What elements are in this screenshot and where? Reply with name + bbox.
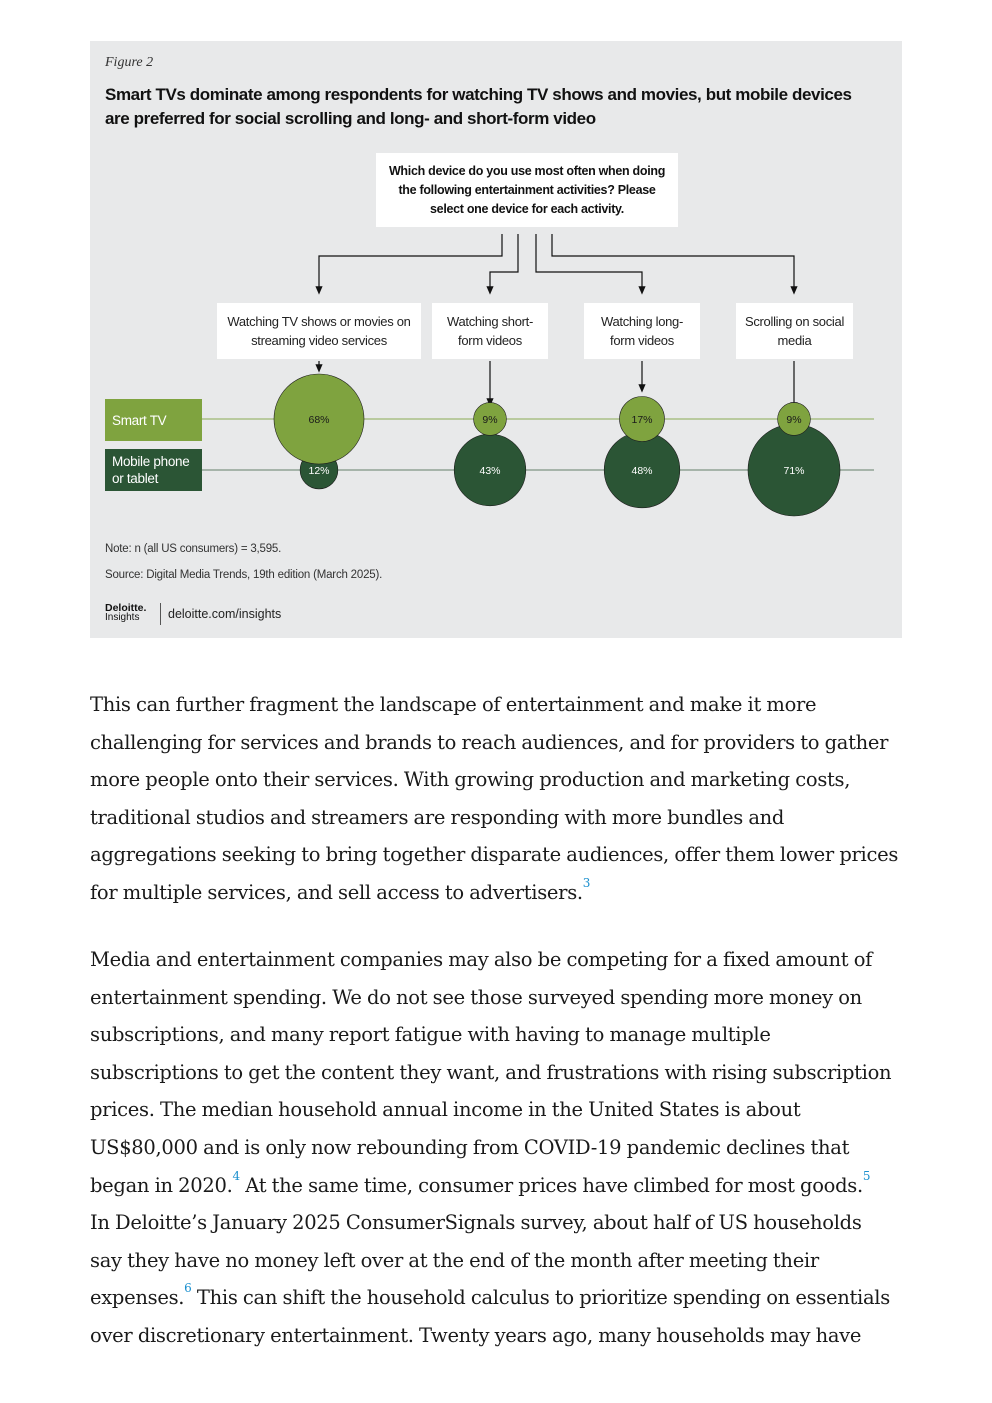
text-line [90, 1167, 905, 1205]
bubble-label-smart-tv-0: 68% [308, 414, 330, 426]
text-line: Media and entertainment companies may also be competing for a fixed amount of [90, 948, 873, 971]
bubble-label-smart-tv-3: 9% [786, 414, 802, 426]
note: Note: n (all US consumers) = 3,595. [105, 543, 282, 555]
paragraph-2 [90, 941, 905, 1355]
text-line: This can further fragment the landscape of entertainment and make it more [90, 693, 817, 716]
activity-long-form-label: Watching long-form videos [600, 314, 684, 348]
logo-divider [160, 603, 161, 625]
legend-smart-tv: Smart TV [105, 399, 202, 441]
legend-mobile: Mobile phone or tablet [105, 449, 202, 491]
activity-short-form [432, 303, 548, 359]
figure-title: Smart TVs dominate among respondents for watching TV shows and movies, but mobile devices are preferred for social scrolling and long- and short-form video [105, 85, 852, 128]
bubble-label-smart-tv-1: 9% [482, 414, 498, 426]
bubble-label-mobile-0: 12% [308, 465, 330, 477]
text-line: subscriptions, and many report fatigue with having to manage multiple [90, 1023, 771, 1047]
text-segment: for multiple services, and sell access to advertisers. [90, 880, 583, 904]
activity-social-label: Scrolling on social media [744, 314, 845, 348]
text-segment: At the same time, consumer prices have climbed for most goods. [239, 1173, 863, 1197]
activity-social [736, 303, 853, 359]
text-line: In Deloitte’s January 2025 ConsumerSignals survey, about half of US households [90, 1211, 862, 1235]
activity-short-form-label: Watching short-form videos [446, 314, 534, 348]
text-line: traditional studios and streamers are responding with more bundles and [90, 805, 785, 829]
text-line: aggregations seeking to bring together disparate audiences, offer them lower prices [90, 843, 899, 867]
logo-deloitte: Deloitte. [105, 602, 147, 614]
bubble-label-mobile-1: 43% [479, 465, 501, 477]
text-line: say they have no money left over at the end of the month after meeting their [90, 1248, 819, 1272]
bubble-label-smart-tv-2: 17% [631, 414, 653, 426]
text-line [90, 1279, 905, 1317]
logo-insights: Insights [105, 612, 140, 623]
text-segment: began in 2020. [90, 1173, 233, 1197]
text-line: subscriptions to get the content they want, and frustrations with rising subscription [90, 1060, 892, 1084]
activity-streaming-label: Watching TV shows or movies on streaming video services [227, 314, 411, 348]
text-line: challenging for services and brands to reach audiences, and for providers to gather [90, 730, 889, 754]
text-line: more people onto their services. With growing production and marketing costs, [90, 768, 851, 792]
text-line: prices. The median household annual income in the United States is about [90, 1098, 801, 1122]
activity-long-form [584, 303, 700, 359]
text-line: US$80,000 and is only now rebounding from COVID-19 pandemic declines that [90, 1135, 850, 1159]
figure-panel [90, 41, 902, 638]
text-line [90, 874, 905, 912]
survey-question: Which device do you use most often when doing the following entertainment activities? Please select one device for each activity. [388, 163, 666, 216]
bubble-label-mobile-3: 71% [783, 465, 805, 477]
site-link[interactable]: deloitte.com/insights [168, 607, 282, 621]
text-segment: expenses. [90, 1286, 185, 1310]
text-line: entertainment spending. We do not see those surveyed spending more money on [90, 985, 862, 1009]
paragraph-1 [90, 686, 905, 912]
deloitte-insights-logo [105, 603, 146, 623]
bubble-label-mobile-2: 48% [631, 465, 653, 477]
footnote-4-link[interactable]: 4 [232, 1168, 240, 1183]
activity-streaming [217, 303, 421, 359]
footnote-5-link[interactable]: 5 [862, 1168, 871, 1183]
figure-label: Figure 2 [105, 55, 154, 70]
footnote-6-link[interactable]: 6 [184, 1281, 192, 1296]
text-line: over discretionary entertainment. Twenty years ago, many households may have [90, 1323, 862, 1347]
source: Source: Digital Media Trends, 19th edition (March 2025). [105, 569, 383, 581]
footnote-3-link[interactable]: 3 [582, 875, 591, 890]
text-segment: This can shift the household calculus to prioritize spending on essentials [191, 1286, 890, 1310]
